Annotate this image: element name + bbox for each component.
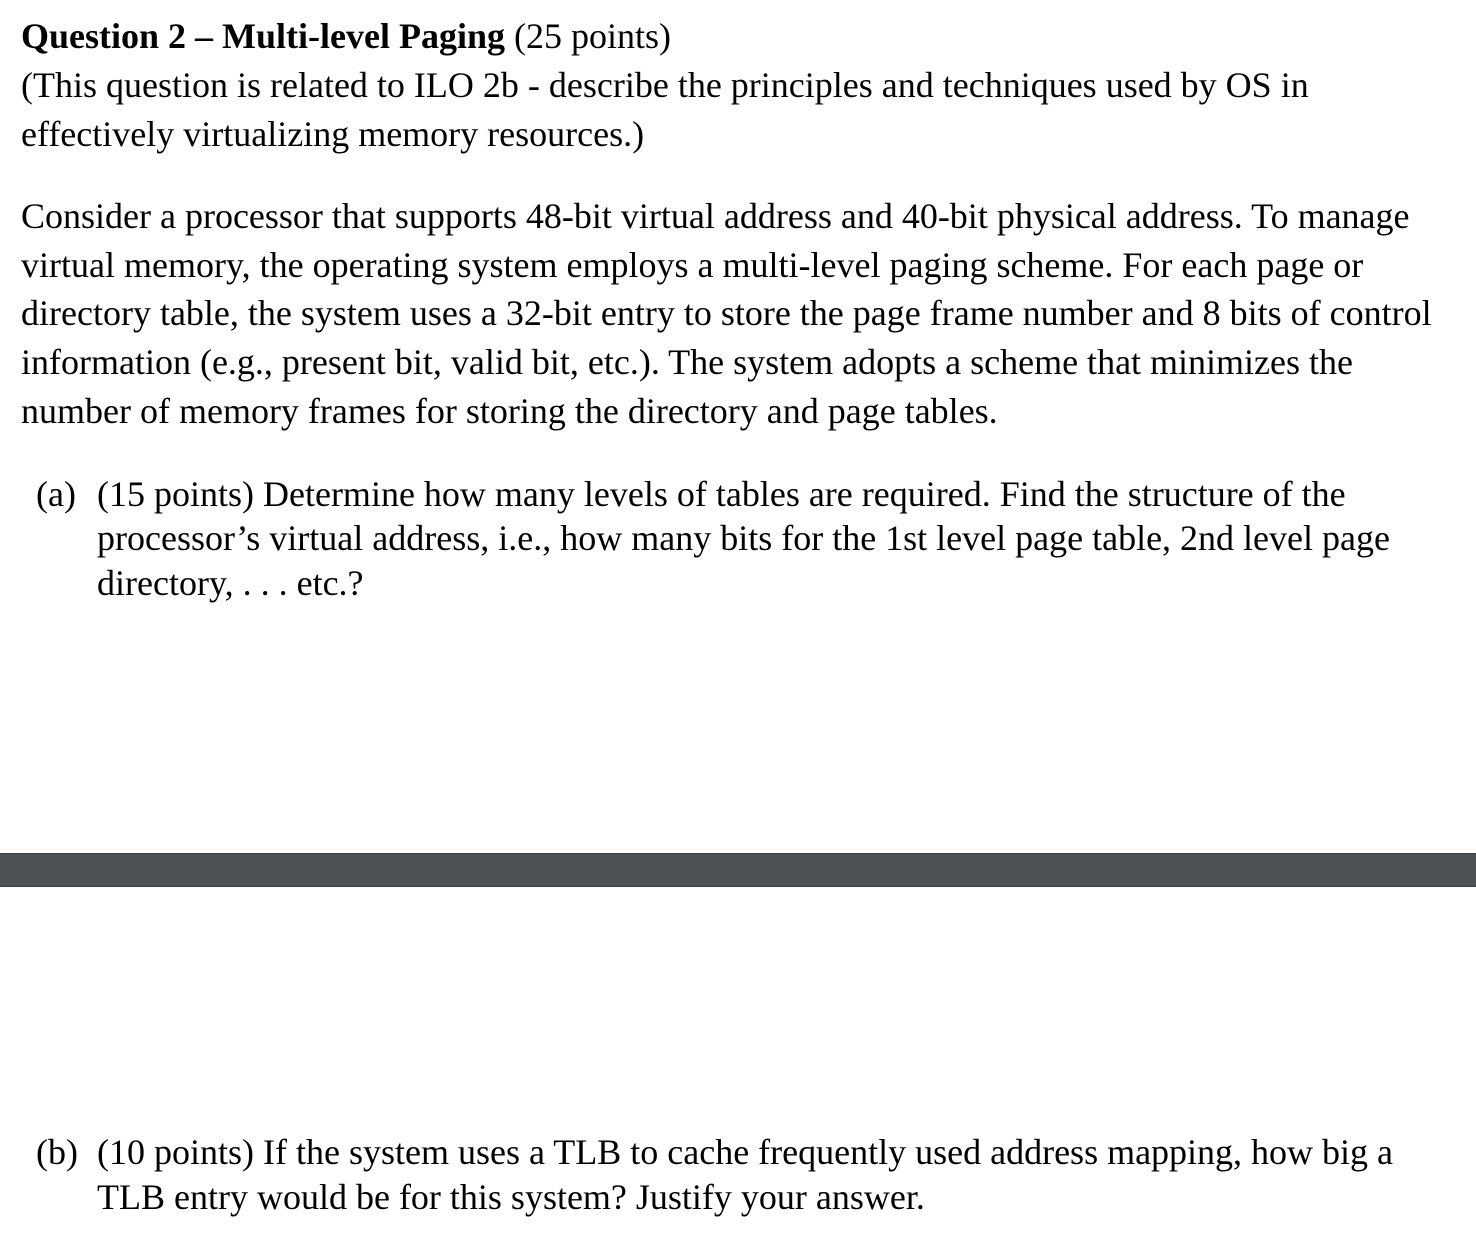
part-b-line-2: TLB entry would be for this system? Justify your answer.: [97, 1177, 925, 1217]
body-line-3: directory table, the system uses a 32-bit entry to store the page frame number and 8 bits of control: [21, 293, 1432, 333]
part-b-label: (b): [36, 1132, 78, 1172]
part-a-line-3: directory, . . . etc.?: [97, 563, 364, 603]
part-a-line-1: (15 points) Determine how many levels of tables are required. Find the structure of the: [97, 474, 1346, 514]
part-b-line-1: (10 points) If the system uses a TLB to cache frequently used address mapping, how big a: [97, 1132, 1394, 1172]
body-line-4: information (e.g., present bit, valid bit, etc.). The system adopts a scheme that minimizes the: [21, 342, 1353, 382]
question-title-points: (25 points): [504, 16, 671, 56]
question-title-main: Question 2 – Multi-level Paging: [21, 16, 505, 56]
body-line-1: Consider a processor that supports 48-bit virtual address and 40-bit physical address. To manage: [21, 196, 1410, 236]
question-title: [21, 16, 671, 56]
part-a-label: (a): [36, 474, 76, 514]
ilo-line-1: (This question is related to ILO 2b - describe the principles and techniques used by OS in: [21, 65, 1309, 105]
body-line-2: virtual memory, the operating system employs a multi-level paging scheme. For each page or: [21, 245, 1364, 285]
part-a-line-2: processor’s virtual address, i.e., how many bits for the 1st level page table, 2nd level page: [97, 518, 1390, 558]
section-divider: [0, 853, 1476, 887]
body-line-5: number of memory frames for storing the directory and page tables.: [21, 391, 998, 431]
ilo-line-2: effectively virtualizing memory resources.): [21, 114, 645, 154]
